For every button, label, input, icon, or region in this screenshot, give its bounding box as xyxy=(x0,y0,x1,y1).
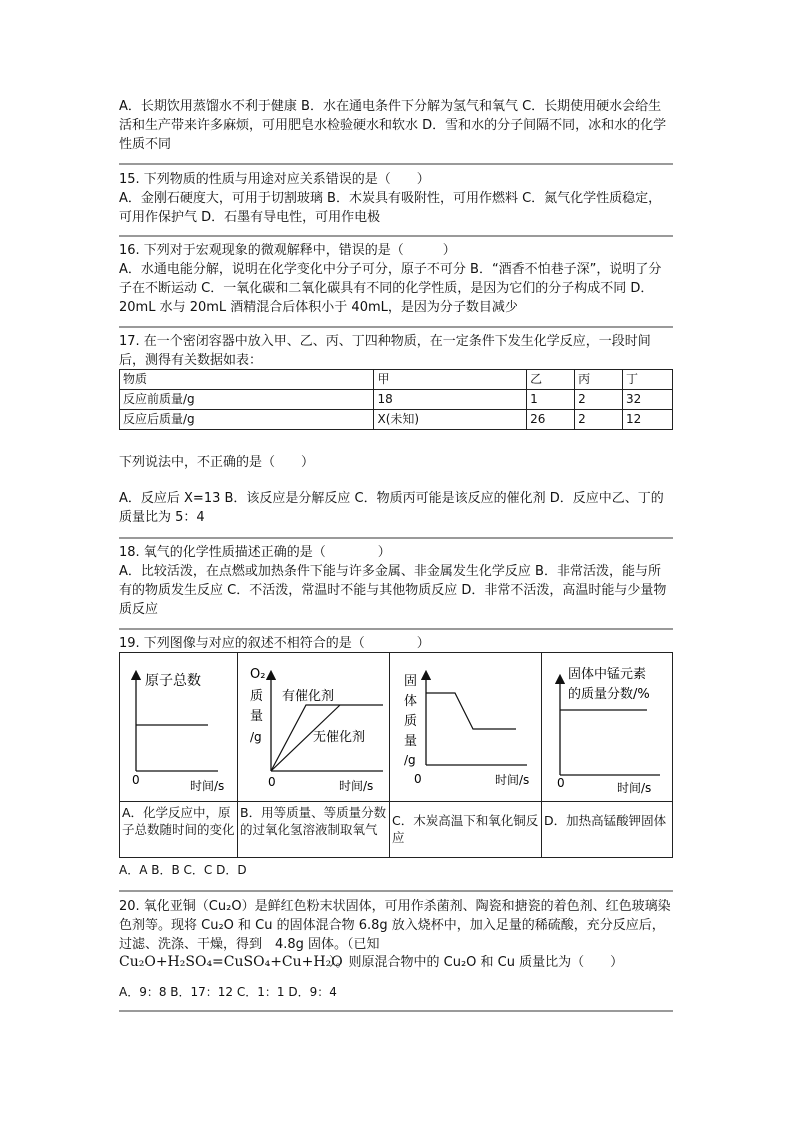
table-cell: 18 xyxy=(374,390,527,410)
graph-b xyxy=(238,653,390,801)
q15-stem: 15. 下列物质的性质与用途对应关系错误的是（ ） xyxy=(119,172,430,187)
q16-block xyxy=(119,241,673,317)
q17-question: 下列说法中，不正确的是（ ） xyxy=(119,455,315,470)
table-cell: 32 xyxy=(623,390,673,410)
q20-stem-line2: ）。则原混合物中的 Cu₂O 和 Cu 质量比为（ ） xyxy=(329,955,624,970)
q16-options: A．水通电能分解，说明在化学变化中分子可分，原子不可分 B．“酒香不怕巷子深”，说明了分子在不断运动 C．一氧化碳和二氧化碳具有不同的化学性质，是因为它们的分子构成不同 D．20mL 水与 20mL 酒精混合后体积小于 40mL，是因为分子数目减少 xyxy=(119,262,662,315)
graph-a-ylabel: 原子总数 xyxy=(145,673,201,689)
q17-stem: 17. 在一个密闭容器中放入甲、乙、丙、丁四种物质，在一定条件下发生化学反应，一段时间后，测得有关数据如表： xyxy=(119,334,651,368)
caption-d: D．加热高锰酸钾固体 xyxy=(542,801,672,857)
table-header-cell: 甲 xyxy=(374,370,527,390)
q20-options: A．9：8 B．17：12 C．1：1 D．9：4 xyxy=(119,985,337,999)
graph-b-ylabel-4: /g xyxy=(250,730,262,744)
graph-b-xlabel: 时间/s xyxy=(339,779,374,793)
q19-stem: 19. 下列图像与对应的叙述不相符合的是（ ） xyxy=(119,636,430,651)
q20-block xyxy=(119,897,673,954)
q13-options: A．长期饮用蒸馏水不利于健康 B．水在通电条件下分解为氢气和氧气 C．长期使用硬水会给生活和生产带来许多麻烦，可用肥皂水检验硬水和软水 D．雪和水的分子间隔不同，冰和水的化学性质不同 xyxy=(119,99,667,152)
graph-d-ylabel-1: 固体中锰元素 xyxy=(568,667,647,682)
divider xyxy=(119,890,673,892)
q20-equation: Cu₂O+H₂SO₄=CuSO₄+Cu+H₂O xyxy=(119,954,343,970)
divider xyxy=(119,326,673,328)
q17-options-block xyxy=(119,489,673,527)
table-cell: X(未知) xyxy=(374,410,527,430)
table-cell: 12 xyxy=(623,410,673,430)
q15-block xyxy=(119,170,673,227)
graph-a-svg xyxy=(120,653,237,801)
table-header-cell: 乙 xyxy=(527,370,575,390)
graph-b-ylabel-3: 量 xyxy=(250,709,264,724)
graph-b-ylabel-2: 质 xyxy=(250,689,264,704)
divider xyxy=(119,628,673,630)
q20-equation-row xyxy=(119,952,673,973)
graph-b-origin: 0 xyxy=(268,775,276,789)
q17-question-block xyxy=(119,453,673,472)
table-row xyxy=(120,390,673,410)
caption-a: A．化学反应中，原子总数随时间的变化 xyxy=(120,801,238,857)
divider xyxy=(119,235,673,237)
table-header-cell: 物质 xyxy=(120,370,374,390)
q20-stem-line1: 20. 氧化亚铜（Cu₂O）是鲜红色粉末状固体，可用作杀菌剂、陶瓷和搪瓷的着色剂、红色玻璃染色剂等。现将 Cu₂O 和 Cu 的固体混合物 6.8g 放入烧杯中，加入足量的稀硫酸，充分反应后，过滤、洗涤、干燥，得到 4.8g 固体。（已知 xyxy=(119,899,671,952)
table-cell: 2 xyxy=(575,410,623,430)
graph-a xyxy=(120,653,238,801)
graph-d xyxy=(542,653,672,801)
table-cell: 1 xyxy=(527,390,575,410)
graph-d-svg xyxy=(542,653,672,801)
divider xyxy=(119,163,673,165)
table-header-cell: 丙 xyxy=(575,370,623,390)
q15-options: A．金刚石硬度大，可用于切割玻璃 B．木炭具有吸附性，可用作燃料 C．氮气化学性质稳定，可用作保护气 D．石墨有导电性，可用作电极 xyxy=(119,191,662,225)
no-catalyst-label: 无催化剂 xyxy=(313,730,366,745)
table-cell: 2 xyxy=(575,390,623,410)
graph-c-ylabel-2: 体 xyxy=(404,694,418,709)
caption-c: C．木炭高温下和氧化铜反应 xyxy=(390,801,542,857)
q17-options: A．反应后 X=13 B．该反应是分解反应 C．物质丙可能是该反应的催化剂 D．反应中乙、丁的质量比为 5：4 xyxy=(119,491,664,525)
q19-stem-block xyxy=(119,634,673,653)
q17-data-table xyxy=(119,369,673,430)
q19-graph-grid xyxy=(119,652,673,858)
graph-c-ylabel-5: /g xyxy=(404,753,416,767)
graph-a-origin: 0 xyxy=(132,773,140,787)
q19-answer-choices: A．A B．B C．C D．D xyxy=(119,863,247,877)
graph-a-xlabel: 时间/s xyxy=(190,779,225,793)
graph-d-xlabel: 时间/s xyxy=(617,781,652,795)
table-header-cell: 丁 xyxy=(623,370,673,390)
graph-d-origin: 0 xyxy=(557,776,565,790)
graph-c-origin: 0 xyxy=(414,772,422,786)
q20-options-block xyxy=(119,983,673,1002)
graph-c xyxy=(390,653,542,801)
divider xyxy=(119,1010,673,1012)
q13-block xyxy=(119,97,673,154)
graph-c-ylabel-4: 量 xyxy=(404,734,418,749)
q17-stem-block xyxy=(119,332,673,370)
table-row xyxy=(120,410,673,430)
graph-c-xlabel: 时间/s xyxy=(495,773,530,787)
divider xyxy=(119,537,673,539)
graph-b-ylabel-1: O₂ xyxy=(250,667,266,682)
caption-b: B．用等质量、等质量分数的过氧化氢溶液制取氧气 xyxy=(238,801,390,857)
q18-options: A．比较活泼，在点燃或加热条件下能与许多金属、非金属发生化学反应 B．非常活泼，能与所有的物质发生反应 C．不活泼，常温时不能与其他物质反应 D．非常不活泼，高温时能与少量物质反应 xyxy=(119,564,667,617)
graph-b-svg xyxy=(238,653,389,801)
table-row xyxy=(120,370,673,390)
graph-d-ylabel-2: 的质量分数/% xyxy=(568,687,650,702)
graph-c-svg xyxy=(390,653,541,801)
catalyst-label: 有催化剂 xyxy=(282,689,335,704)
table-cell: 26 xyxy=(527,410,575,430)
table-cell: 反应后质量/g xyxy=(120,410,374,430)
q18-stem: 18. 氧气的化学性质描述正确的是（ ） xyxy=(119,545,391,560)
solid-mass-curve xyxy=(426,693,516,729)
table-cell: 反应前质量/g xyxy=(120,390,374,410)
q19-answer-block xyxy=(119,861,673,880)
q16-stem: 16. 下列对于宏观现象的微观解释中，错误的是（ ） xyxy=(119,243,456,258)
graph-c-ylabel-1: 固 xyxy=(404,674,418,689)
q18-block xyxy=(119,543,673,619)
graph-c-ylabel-3: 质 xyxy=(404,714,418,729)
